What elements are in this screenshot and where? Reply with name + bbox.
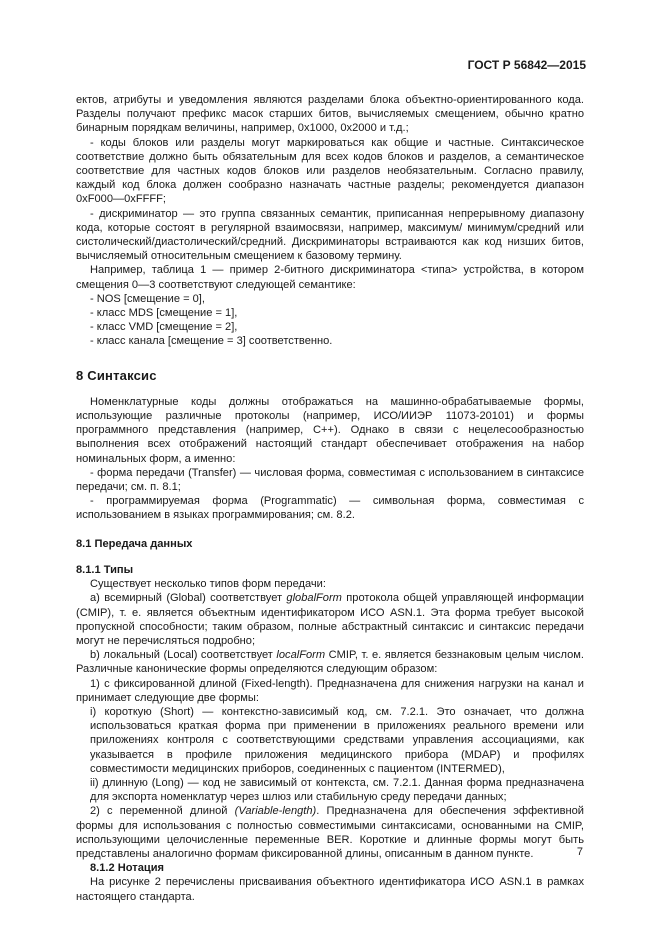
list-item: - NOS [смещение = 0], (90, 292, 205, 305)
section-heading: 8 Синтаксис (76, 367, 157, 383)
subsubsection-heading: 8.1.2 Нотация (90, 862, 164, 875)
paragraph: ектов, атрибуты и уведомления являются разделами блока объектно-ориентированного кода. Разделы получают префикс масок старших битов, вычисляемых смещением, обычно кратно бинарным порядкам величины, например, 0x1000, 0x2000 и т.д.; (76, 94, 584, 135)
page-body (76, 93, 584, 904)
page-number: 7 (576, 846, 583, 858)
list-item: - класс VMD [смещение = 2], (90, 321, 238, 334)
paragraph: Номенклатурные коды должны отображаться на машинно-обрабатываемые формы, использующие различные протоколы (например, ИСО/ИИЭР 11073-20101) и формы программного представления (например, C++). Однако в связи с нецелесообразностью выполнения всех отображений настоящий стандарт обеспечивает отображения на набор номинальных форм, а именно: (76, 395, 584, 465)
list-item: - класс MDS [смещение = 1], (90, 307, 238, 320)
paragraph: Существует несколько типов форм передачи: (90, 578, 326, 591)
document-id-header: ГОСТ Р 56842—2015 (467, 58, 586, 72)
subsection-heading: 8.1 Передача данных (76, 537, 193, 550)
list-item: - форма передачи (Transfer) — числовая форма, совместимая с использованием в синтаксисе передачи; см. п. 8.1; (76, 466, 584, 494)
list-item: - коды блоков или разделы могут маркироваться как общие и частные. Синтаксическое соответствие должно быть обязательным для всех кодов блоков и разделов, а семантическое соответствие для частных кодов блоков или разделов необязательным. Согласно правилу, каждый код блока должен сообразно назначать частные разделы; рекомендуется диапазон 0xF000—0xFFFF; (76, 136, 584, 206)
list-item: ii) длинную (Long) — код не зависимый от контекста, см. 7.2.1. Данная форма предназначена для экспорта номенклатур через шлюз или стабильную среду передачи данных; (90, 776, 584, 804)
list-item: 2) с переменной длиной (Variable-length). Предназначена для обеспечения эффективной формы для использования с полностью совместимыми синтаксисами, основанными на CMIP, использующими целочисленные переменные BER. Короткие и длинные формы могут быть представлены аналогично формам фиксированной длины, описанным в данном пункте. (76, 805, 584, 860)
paragraph: Например, таблица 1 — пример 2-битного дискриминатора <типа> устройства, в котором смещения 0—3 соответствуют следующей семантике: (76, 264, 584, 291)
list-item: 1) с фиксированной длиной (Fixed-length). Предназначена для снижения нагрузки на канал и принимает следующие две формы: (76, 677, 584, 704)
list-item: а) всемирный (Global) соответствует globalForm протокола общей управляющей информации (CMIP), т. е. является объектным идентификатором ИСО ASN.1. Эта форма требует высокой пропускной способности; таким образом, полные абстрактный синтаксис и синтаксис передачи могут не перечисляться подробно; (76, 592, 584, 647)
list-item: - класс канала [смещение = 3] соответственно. (90, 335, 333, 348)
list-item: i) короткую (Short) — контекстно-зависимый код, см. 7.2.1. Это означает, что должна использоваться краткая форма при применении в приложениях реального времени или приложениях контроля с соответствующими средствами управления ассоциациями, как указывается в профиле приложения медицинского прибора (MDAP) и профилях совместимости медицинских приборов, соединенных с пациентом (INTERMED), (90, 705, 584, 775)
subsubsection-heading: 8.1.1 Типы (76, 563, 134, 576)
list-item: - дискриминатор — это группа связанных семантик, приписанная непрерывному диапазону кода, которые состоят в регулярной взаимосвязи, например, максимум/ минимум/средний или систолический/диастолический/средний. Дискриминаторы встраиваются как код низших битов, вычисляемый относительным смещением к базовому термину. (76, 207, 584, 263)
list-item: b) локальный (Local) соответствует localForm CMIP, т. е. является беззнаковым целым числом. Различные канонические формы определяются следующим образом: (76, 649, 584, 676)
list-item: - программируемая форма (Programmatic) — символьная форма, совместимая с использованием в языках программирования; см. 8.2. (76, 495, 584, 522)
paragraph: На рисунке 2 перечислены присваивания объектного идентификатора ИСО ASN.1 в рамках настоящего стандарта. (76, 876, 584, 903)
